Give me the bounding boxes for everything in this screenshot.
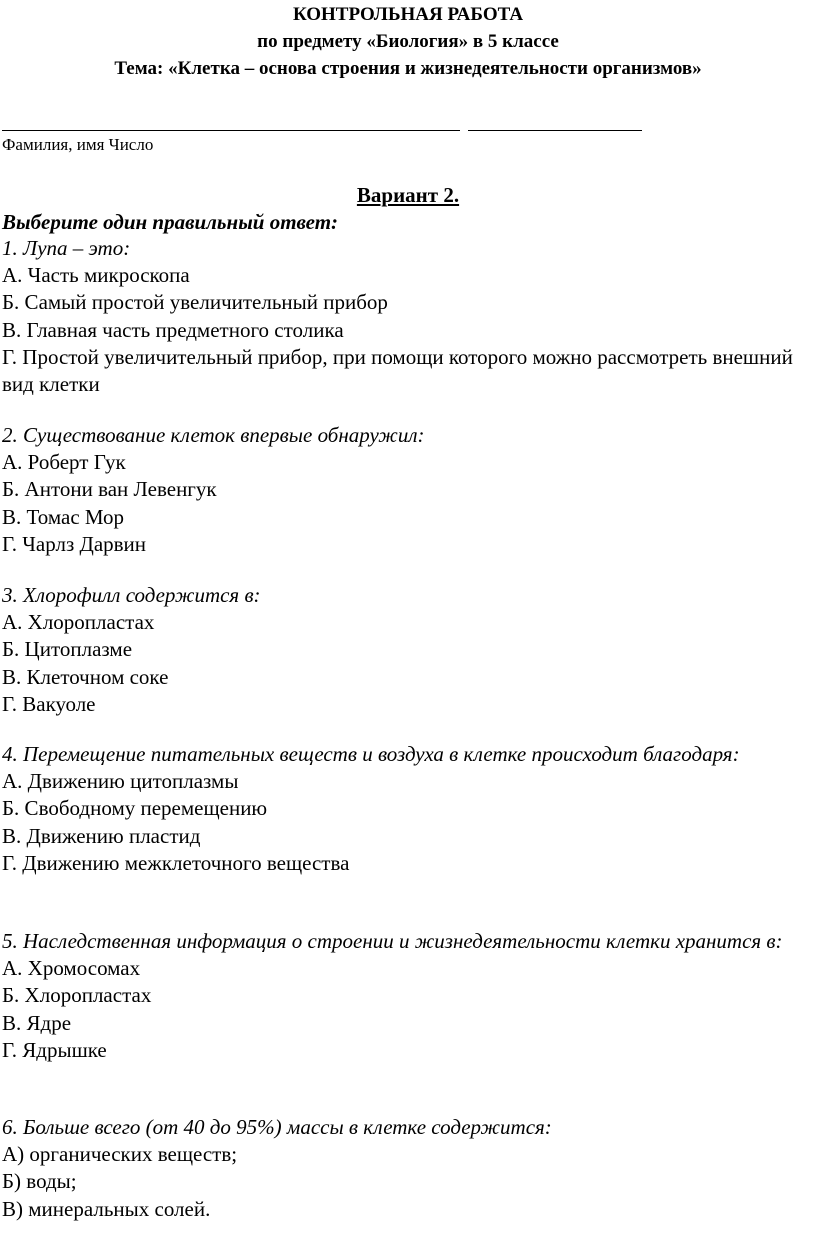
question-text: 5. Наследственная информация о строении и жизнедеятельности клетки хранится в:	[2, 929, 783, 953]
answer-option-b: Б. Антони ван Левенгук	[2, 477, 217, 502]
answer-option-c: В. Ядре	[2, 1010, 72, 1035]
answer-option-a: А. Хлоропластах	[2, 610, 155, 635]
answer-option-b: Б. Свободному перемещению	[2, 796, 268, 821]
question-3	[2, 582, 808, 718]
question-2	[2, 422, 808, 558]
answer-option-a: А) органических веществ;	[2, 1142, 238, 1167]
answer-option-a: А. Роберт Гук	[2, 450, 126, 475]
document-title: КОНТРОЛЬНАЯ РАБОТА	[292, 4, 524, 25]
question-text: 6. Больше всего (от 40 до 95%) массы в клетке содержится:	[2, 1115, 552, 1139]
answer-option-a: А. Хромосомах	[2, 956, 141, 981]
answer-option-d: Г. Движению межклеточного вещества	[2, 850, 350, 875]
answer-option-c: В. Главная часть предметного столика	[2, 317, 344, 342]
question-text: 4. Перемещение питательных веществ и воздуха в клетке происходит благодаря:	[2, 742, 740, 766]
answer-option-d: Г. Ядрышке	[2, 1037, 107, 1062]
question-5	[2, 928, 808, 1064]
instruction-text: Выберите один правильный ответ:	[2, 210, 339, 234]
answer-option-c: В) минеральных солей.	[2, 1196, 211, 1221]
question-6	[2, 1114, 808, 1223]
document-topic: Тема: «Клетка – основа строения и жизнедеятельности организмов»	[114, 58, 702, 79]
document-subject: по предмету «Биология» в 5 классе	[257, 31, 559, 52]
question-1	[2, 235, 808, 398]
answer-option-a: А. Часть микроскопа	[2, 263, 190, 288]
variant-heading: Вариант 2.	[356, 183, 460, 207]
answer-option-b: Б) воды;	[2, 1169, 77, 1194]
answer-option-b: Б. Цитоплазме	[2, 637, 133, 662]
question-text: 3. Хлорофилл содержится в:	[2, 583, 261, 607]
answer-option-a: А. Движению цитоплазмы	[2, 769, 239, 794]
answer-option-b: Б. Самый простой увеличительный прибор	[2, 290, 388, 315]
question-text: 2. Существование клеток впервые обнаружил:	[2, 423, 425, 447]
answer-option-c: В. Томас Мор	[2, 504, 125, 529]
answer-option-d: Г. Вакуоле	[2, 691, 96, 716]
answer-option-b: Б. Хлоропластах	[2, 983, 152, 1008]
date-blank-line[interactable]	[468, 130, 642, 131]
answer-option-d: Г. Чарлз Дарвин	[2, 531, 147, 556]
question-text: 1. Лупа – это:	[2, 236, 131, 260]
answer-option-d: Г. Простой увеличительный прибор, при помощи которого можно рассмотреть внешний вид клетки	[2, 344, 793, 397]
name-date-labels: Фамилия, имя Число	[2, 135, 154, 154]
answer-option-c: В. Клеточном соке	[2, 664, 169, 689]
answer-option-c: В. Движению пластид	[2, 823, 201, 848]
name-blank-line[interactable]	[2, 130, 460, 131]
question-4	[2, 741, 808, 877]
